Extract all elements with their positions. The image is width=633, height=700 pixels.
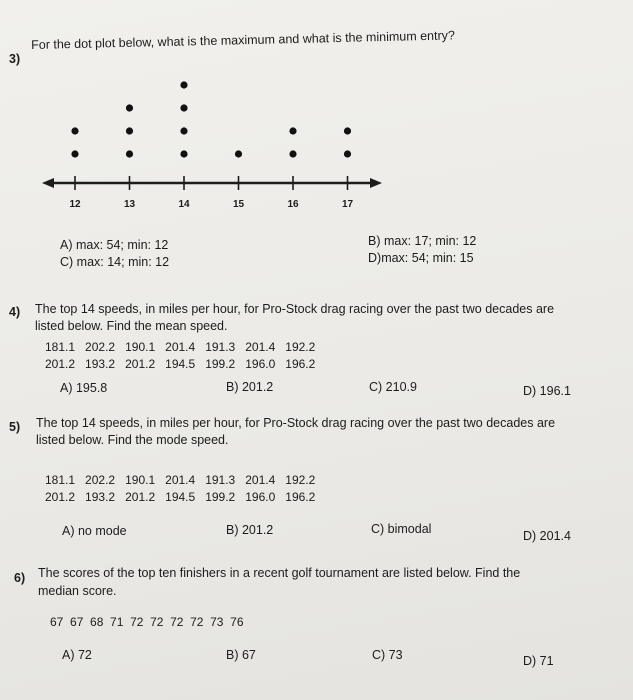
q6-scores: 67 67 68 71 72 72 72 72 73 76: [50, 615, 244, 629]
q4-question-line2: listed below. Find the mean speed.: [35, 319, 228, 333]
q5-choice-a: A) no mode: [62, 524, 127, 538]
q5-number: 5): [9, 420, 21, 434]
q5-data-row1: [45, 473, 315, 487]
tick-label: 13: [123, 199, 136, 210]
value: 191.3: [205, 473, 236, 487]
tick-label: 16: [287, 199, 299, 210]
data-dot: [180, 150, 187, 157]
value: 181.1: [45, 473, 76, 487]
data-dot: [235, 150, 242, 157]
data-dot: [344, 150, 351, 157]
value: 202.2: [85, 340, 116, 354]
value: 196.2: [285, 490, 316, 504]
data-dot: [126, 150, 133, 157]
q3-number: 3): [9, 52, 21, 66]
q6-choice-a: A) 72: [62, 648, 92, 662]
q6-choice-b: B) 67: [226, 648, 256, 662]
value: 194.5: [165, 490, 196, 504]
value: 192.2: [285, 473, 316, 487]
value: 201.2: [45, 357, 76, 371]
value: 190.1: [125, 473, 156, 487]
data-dot: [344, 127, 351, 134]
data-dot: [180, 81, 187, 88]
data-dot: [180, 104, 187, 111]
value: 194.5: [165, 357, 196, 371]
q4-choice-d: D) 196.1: [523, 384, 571, 398]
left-arrow-icon: [42, 178, 54, 188]
right-arrow-icon: [370, 178, 382, 188]
value: 201.4: [165, 473, 196, 487]
data-dot: [126, 104, 133, 111]
q6-number: 6): [14, 571, 26, 585]
value: 196.0: [245, 490, 276, 504]
data-dot: [71, 150, 78, 157]
q6-question-line2: median score.: [38, 584, 117, 598]
data-dot: [289, 127, 296, 134]
value: 201.4: [165, 340, 196, 354]
q3-choice-b: B) max: 17; min: 12: [368, 234, 477, 248]
tick-label: 14: [178, 199, 190, 210]
q3-choice-d: D)max: 54; min: 15: [368, 251, 474, 265]
q3-question: For the dot plot below, what is the maximum and what is the minimum entry?: [31, 28, 456, 52]
q6-question-line1: The scores of the top ten finishers in a recent golf tournament are listed below. Find the: [38, 566, 521, 580]
q6-choice-c: C) 73: [372, 648, 403, 662]
q6-choice-d: D) 71: [523, 654, 554, 668]
value: 196.2: [285, 357, 316, 371]
value: 202.2: [85, 473, 116, 487]
data-dot: [71, 127, 78, 134]
q4-data-row1: [45, 340, 315, 354]
value: 181.1: [45, 340, 76, 354]
q5-choice-d: D) 201.4: [523, 529, 571, 543]
data-dot: [289, 150, 296, 157]
q4-choice-b: B) 201.2: [226, 380, 274, 394]
q5-question-line1: The top 14 speeds, in miles per hour, for Pro-Stock drag racing over the past two decades are: [36, 416, 556, 430]
q4-choice-c: C) 210.9: [369, 380, 417, 394]
q4-choice-a: A) 195.8: [60, 381, 108, 395]
value: 201.2: [45, 490, 76, 504]
q3-choice-c: C) max: 14; min: 12: [60, 255, 170, 269]
q4-question-line1: The top 14 speeds, in miles per hour, for Pro-Stock drag racing over the past two decades are: [35, 302, 555, 316]
value: 201.2: [125, 490, 156, 504]
value: 193.2: [85, 357, 116, 371]
value: 190.1: [125, 340, 156, 354]
value: 201.4: [245, 473, 276, 487]
value: 193.2: [85, 490, 116, 504]
q5-question-line2: listed below. Find the mode speed.: [36, 433, 229, 447]
value: 196.0: [245, 357, 276, 371]
value: 199.2: [205, 357, 236, 371]
q4-data-row2: [45, 357, 315, 371]
q5-choice-b: B) 201.2: [226, 523, 274, 537]
tick-label: 15: [232, 199, 245, 210]
q5-data-row2: [45, 490, 315, 504]
value: 192.2: [285, 340, 316, 354]
tick-label: 17: [341, 199, 354, 210]
data-dot: [126, 127, 133, 134]
value: 201.2: [125, 357, 156, 371]
q5-choice-c: C) bimodal: [371, 522, 432, 536]
q3-choice-a: A) max: 54; min: 12: [60, 238, 169, 252]
value: 201.4: [245, 340, 276, 354]
value: 191.3: [205, 340, 236, 354]
data-dot: [180, 127, 187, 134]
value: 199.2: [205, 490, 236, 504]
tick-label: 12: [69, 199, 81, 210]
q4-number: 4): [9, 305, 21, 319]
